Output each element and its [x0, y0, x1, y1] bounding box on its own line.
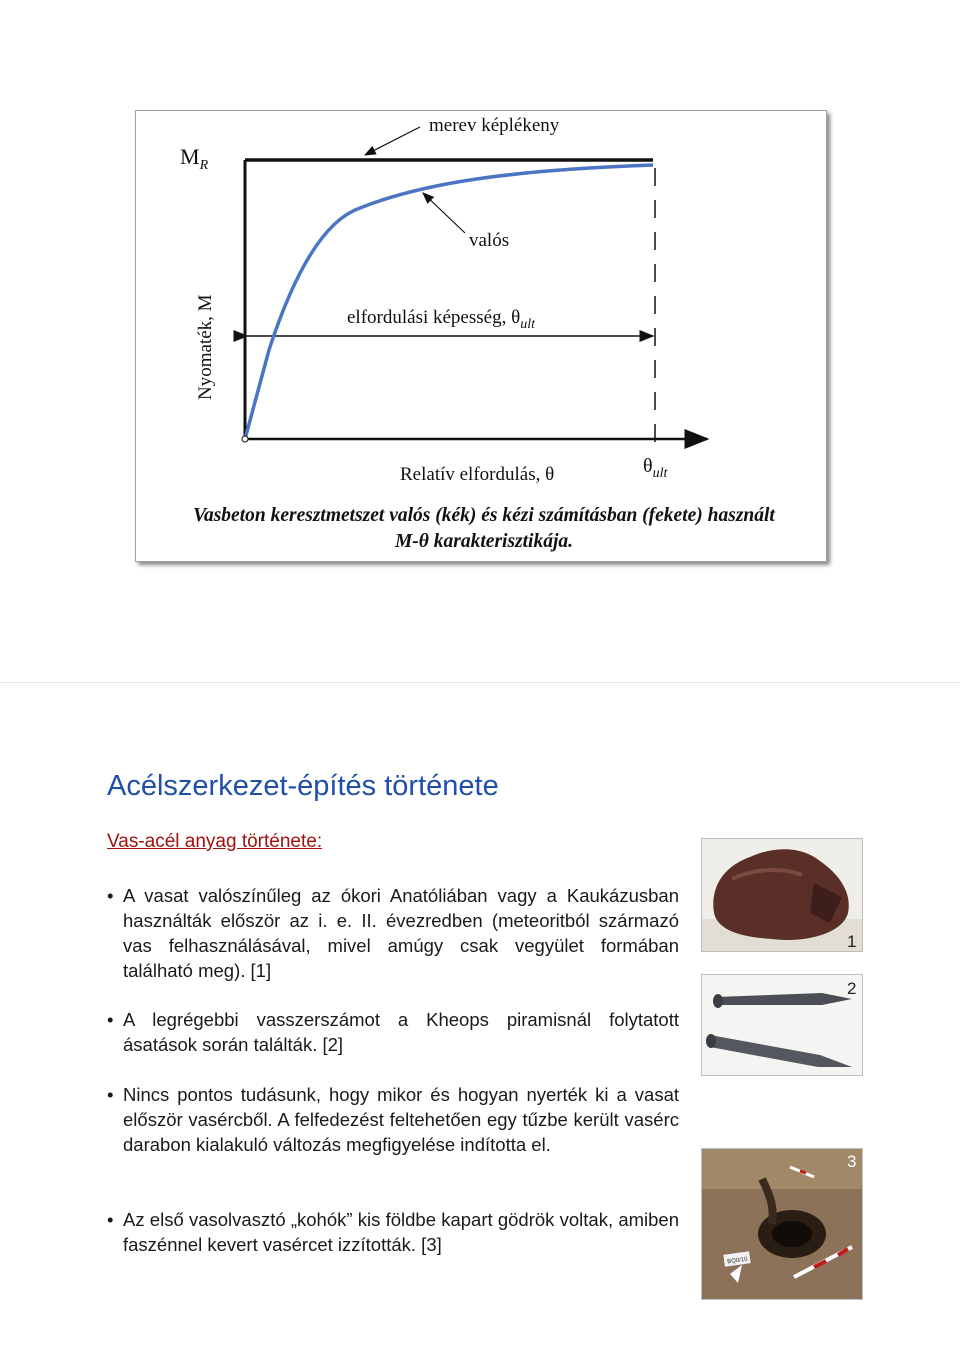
photo-number: 2 — [847, 979, 857, 998]
meteorite-image — [702, 839, 862, 951]
real-curve — [245, 165, 653, 439]
bullet-dot: • — [107, 1209, 114, 1230]
photo-number: 1 — [847, 932, 857, 951]
bullet-text: A vasat valószínűleg az ókori Anatóliában vagy a Kaukázusban használták először az i. e. II. évezredben (meteoritból származó vas felhasználásával, mivel amúgy csak vegyület formában található meg). [1] — [123, 885, 679, 981]
caption-line-1: Vasbeton keresztmetszet valós (kék) és kézi számításban (fekete) használt — [193, 505, 775, 526]
bullet-text: Az első vasolvasztó „kohók” kis földbe kapart gödrök voltak, amiben faszénnel kevert vasércet izzították. [3] — [123, 1209, 679, 1255]
bullet-text: Nincs pontos tudásunk, hogy mikor és hogyan nyerték ki a vasat először vasércből. A felfedezést feltehetően egy tűzbe került vasérc darabon kialakuló változás megfigyelése indította el. — [123, 1084, 679, 1155]
merev-leader — [365, 127, 420, 155]
valos-leader — [423, 193, 465, 233]
bullet-text: A legrégebbi vasszerszámot a Kheops piramisnál folytatott ásatások során találták. [2] — [123, 1009, 679, 1055]
merev-label: merev képlékeny — [429, 115, 560, 136]
figure-caption — [140, 503, 828, 555]
rotation-capacity-label: elfordulási képesség, $\theta_{ult}$ — [347, 307, 535, 332]
excavation-image — [702, 1149, 862, 1299]
bullet-dot: • — [107, 1084, 114, 1105]
bullet-dot: • — [107, 1009, 114, 1030]
slide-title: Acélszerkezet-építés története — [107, 770, 499, 802]
bullet-item — [107, 1207, 679, 1257]
photo-meteorite — [701, 838, 863, 952]
theta-ult-label: $\theta_{ult}$ — [643, 455, 668, 481]
valos-label: valós — [469, 230, 510, 251]
photo-tools — [701, 974, 863, 1076]
photo-excavation — [701, 1148, 863, 1300]
moment-rotation-diagram — [135, 110, 825, 560]
mr-label: $M_R$ — [180, 144, 209, 173]
slide-figure — [0, 0, 960, 682]
bullet-dot: • — [107, 885, 114, 906]
slide-divider — [0, 682, 960, 683]
iron-tools-image — [702, 975, 862, 1075]
bullet-item — [107, 1007, 679, 1057]
origin-point — [242, 436, 248, 442]
caption-line-2: M-θ karakterisztikája. — [394, 531, 574, 552]
bullet-item — [107, 1082, 679, 1157]
slide-subtitle: Vas-acél anyag története: — [107, 831, 323, 852]
photo3-tag: BQ0/10 — [726, 1256, 748, 1266]
photo-number: 3 — [847, 1152, 857, 1171]
bullet-item — [107, 883, 679, 983]
y-axis-label: Nyomaték, M — [195, 294, 216, 400]
x-axis-label: Relatív elfordulás, θ — [400, 464, 555, 485]
